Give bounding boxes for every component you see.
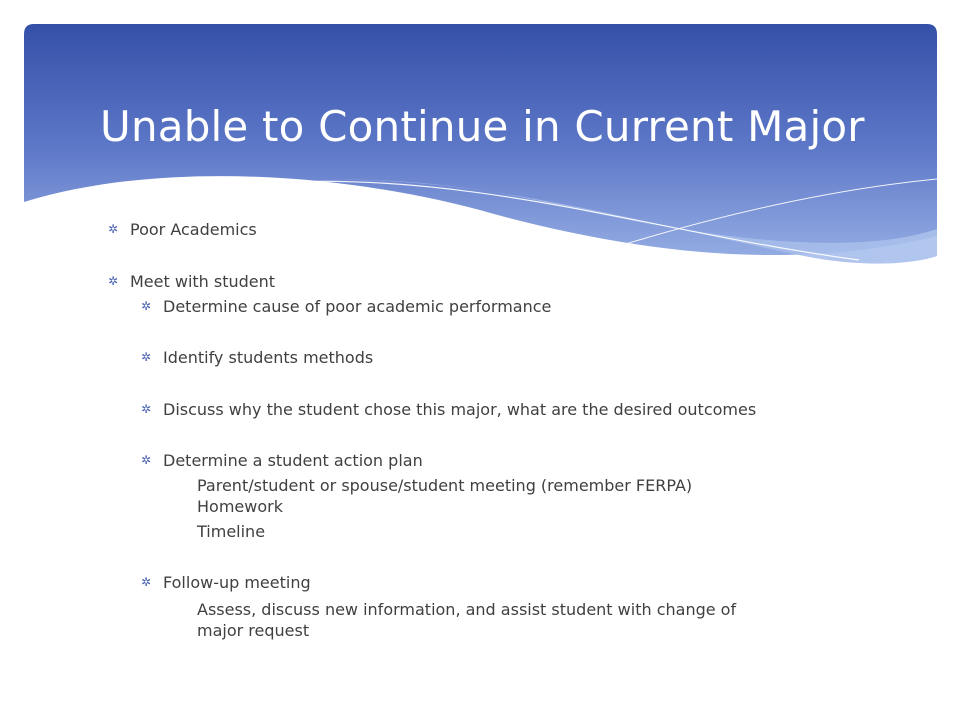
sub-list-item-text: Determine a student action plan (163, 451, 423, 470)
bullet-icon: ✲ (108, 222, 119, 236)
detail-line: Homework (197, 497, 283, 516)
sub-list-item-text: Determine cause of poor academic performance (163, 297, 552, 316)
detail-line: Parent/student or spouse/student meeting (remember FERPA) (197, 476, 693, 495)
sub-list-item-text: Identify students methods (163, 348, 374, 367)
detail-line: Timeline (197, 522, 266, 541)
bullet-icon: ✲ (141, 350, 152, 364)
bullet-icon: ✲ (108, 274, 119, 288)
sub-list-item (141, 451, 423, 470)
sub-list-item (141, 573, 311, 592)
bullet-icon: ✲ (141, 575, 152, 589)
bullet-icon: ✲ (141, 299, 152, 313)
bullet-icon: ✲ (141, 402, 152, 416)
page-title: Unable to Continue in Current Major (100, 102, 865, 151)
detail-line: Assess, discuss new information, and assist student with change of (197, 600, 737, 619)
sub-list-item-text: Discuss why the student chose this major, what are the desired outcomes (163, 400, 757, 419)
detail-line: major request (197, 621, 310, 640)
sub-list-item (141, 348, 374, 367)
sub-list-item (141, 400, 757, 419)
list-item-text: Meet with student (130, 272, 276, 291)
bullet-icon: ✲ (141, 453, 152, 467)
list-item (108, 220, 257, 239)
list-item-text: Poor Academics (130, 220, 257, 239)
sub-list-item (141, 297, 552, 316)
list-item (108, 272, 276, 291)
sub-list-item-text: Follow-up meeting (163, 573, 311, 592)
